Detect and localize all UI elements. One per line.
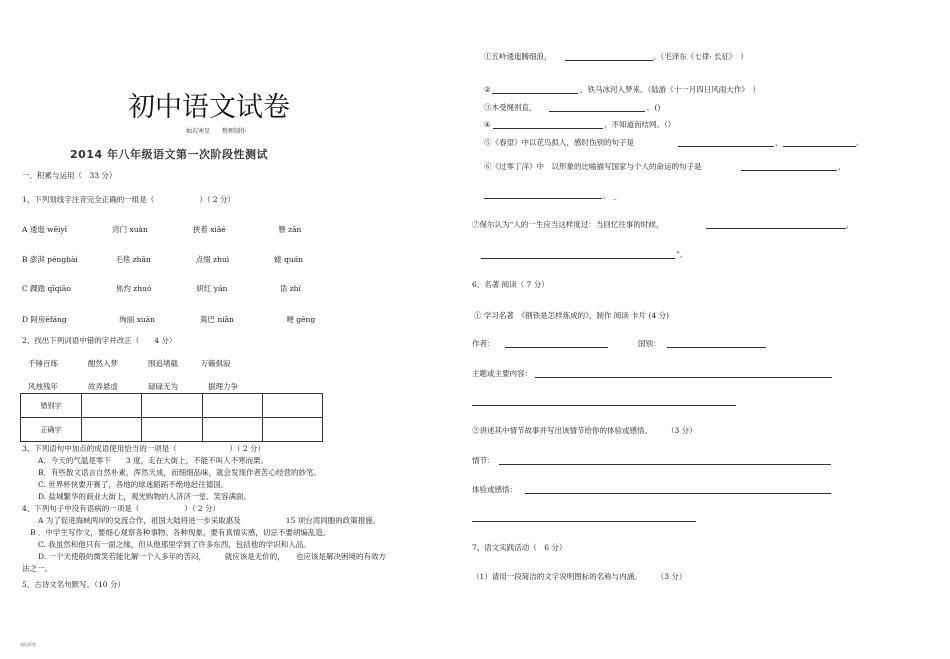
section-1-heading: 一、积累与运用（ 33 分） [22, 171, 117, 180]
table-label-wrong: 错别字 [21, 394, 82, 418]
poem-question-5-comma: ， [775, 138, 783, 147]
question-4-option-c: C. 我虽然和他只有一面之缘，但从他那里学到了许多东西，包括他的学识和人品。 [38, 540, 311, 549]
author-input[interactable] [505, 347, 608, 348]
poem-question-5: ⑤《春望》中以花鸟拟人，感时伤别的句子是 [484, 138, 634, 147]
table-row [21, 418, 323, 442]
question-4-option-d: D. 一个天使般的微笑若能化解一个人多年的苦闷， 就应该是无价的， 也应该是解决困境的有效方 [38, 552, 387, 561]
answer-blank[interactable] [565, 60, 653, 61]
poem-line-4: ④ [484, 120, 491, 129]
question-7-part-1: （1）请用一段简洁的文字说明图标的名称与内涵。 （3 分） [472, 572, 687, 581]
question-3-option-b: B．有些散文语言自然朴素，浑然天成，而细细品味，就会发现作者苦心经营的妙笔。 [38, 468, 322, 477]
exam-heading: 2014 年八年级语文第一次阶段性测试 [70, 148, 268, 161]
question-3-option-d: D. 盐城繁华的商业大街上，观光购物的人济济一堂、笑容满面。 [38, 492, 252, 501]
question-3-option-a: A．今天的气温是零下 3 度，走在大街上，不能不叫人不寒而栗。 [38, 456, 269, 465]
table-cell[interactable] [142, 418, 202, 442]
question-6-part-2: ②讲述其中情节故事并写出该情节给你的体验或感悟。 （3 分） [472, 426, 697, 435]
poem-question-7: ⑦保尔认为“人的一生应当这样度过：当回忆往事的时候， [472, 220, 664, 229]
poem-question-6-comma: ， [838, 162, 846, 171]
answer-blank[interactable] [484, 198, 602, 199]
poem-question-7-end: ”。 [676, 250, 688, 259]
table-label-right: 正确字 [21, 418, 82, 442]
table-row [21, 394, 323, 418]
poem-line-3: ③木受绳则直， [484, 103, 537, 112]
question-4-option-b: B ．中学生写作文，要细心观察各种事物、各种现象，要有真情实感，切忌不要胡编乱造。 [30, 528, 331, 537]
poem-question-6: ⑥《过零丁洋》中 以形象的比喻描写国家与个人的命运的句子是 [484, 162, 702, 171]
question-2-words-row-2: 风烛残年 故弄悬虚 碌碌无为 据理力争 [28, 382, 238, 391]
answer-blank[interactable] [549, 111, 645, 112]
poem-question-7-comma: ， [846, 220, 854, 229]
page-title: 初中语文试卷 [128, 92, 290, 123]
content-label: 主题或主要内容： [472, 369, 532, 378]
feeling-label: 体验或感悟： [472, 485, 517, 494]
table-cell[interactable] [202, 394, 262, 418]
question-3: 3、下列语句中加点的成语使用恰当的一项是（ ）（ 2 分） [22, 444, 266, 453]
answer-blank[interactable] [492, 93, 578, 94]
question-2: 2、找出下列词语中错的字并改正（ 4 分） [22, 336, 177, 345]
subtitle: 灿若寒星 整理制作 [186, 128, 247, 135]
question-1-option-c: C 踝踏 qīqiāo 焦灼 zhuó 妍红 yán 诰 zhí [22, 284, 301, 293]
table-cell[interactable] [142, 394, 202, 418]
content-input[interactable] [535, 377, 832, 378]
poem-question-6-end: 。 _ [603, 191, 617, 200]
question-4-option-a: A 为了促进海峡两岸的交流合作，祖国大陆将进一步采取惠及 15 项台湾同胞的政策措施。 [38, 516, 381, 525]
feeling-input[interactable] [525, 493, 831, 494]
poem-line-4-end: ，不知道而结网。（） [604, 120, 676, 129]
answer-blank[interactable] [493, 128, 603, 129]
table-cell[interactable] [262, 418, 322, 442]
poem-line-2-source: ，铁马冰河入梦来。（陆游《十一月四日风雨大作》 ） [580, 85, 760, 94]
question-6-part-1: ① 学习名著 《钢铁是怎样炼成的》，制作 阅读 卡片 (4 分) [474, 311, 670, 320]
footer-text: 知识改变 [20, 642, 36, 647]
question-2-words-row-1: 千锤百练 酣然入梦 围追堵截 万籁俱寂 [28, 359, 231, 368]
feeling-input-line-2[interactable] [472, 521, 696, 522]
question-6: 6、名著 阅读（ 7 分） [472, 280, 549, 289]
poem-line-2: ② [484, 85, 491, 94]
poem-line-1-source: 。（毛泽东《七律· 长征》 ） [653, 52, 748, 61]
question-4-option-d-cont: 法之一。 [22, 564, 52, 573]
table-cell[interactable] [262, 394, 322, 418]
country-input[interactable] [667, 347, 766, 348]
answer-blank[interactable] [783, 146, 856, 147]
table-cell[interactable] [82, 418, 142, 442]
question-7: 7、语文实践活动（ 6 分） [472, 543, 567, 552]
question-5: 5、古诗文名句默写。（10 分） [22, 580, 125, 589]
answer-blank[interactable] [706, 228, 846, 229]
poem-question-5-end: 。 [856, 138, 864, 147]
answer-blank[interactable] [678, 146, 774, 147]
author-label: 作者： [472, 339, 495, 348]
question-1-option-a: A 逶迤 wēiyǐ 窍门 xuàn 挟着 xiǎé 簪 zān [22, 225, 302, 234]
table-cell[interactable] [82, 394, 142, 418]
plot-input[interactable] [499, 464, 831, 465]
answer-blank[interactable] [741, 170, 837, 171]
question-1: 1、下列划线字注音完全正确的一组是（ ）（ 2 分） [22, 195, 236, 204]
question-4: 4、下列句子中没有语病的一项是（ ）（ 2 分） [22, 504, 221, 513]
question-3-option-c: C. 世界杯快要开赛了，各地的球迷蹈蹈不绝地赶往德国。 [38, 480, 229, 489]
correction-table [20, 393, 323, 442]
content-input-line-2[interactable] [472, 405, 736, 406]
question-1-option-d: D 阿房ēfáng 绚丽 xuàn 蔫巴 niān 哽 gēng [22, 315, 316, 324]
poem-line-3-end: 。() [647, 103, 661, 112]
answer-blank[interactable] [481, 258, 675, 259]
plot-label: 情节： [472, 456, 495, 465]
poem-line-1: ①五岭逶迤腾细浪， [484, 52, 552, 61]
question-1-option-b: B 澎湃 péngbài 毛毯 zhān 点缀 zhuì 蜷 quán [22, 255, 303, 264]
table-cell[interactable] [202, 418, 262, 442]
country-label: 国别： [638, 339, 661, 348]
